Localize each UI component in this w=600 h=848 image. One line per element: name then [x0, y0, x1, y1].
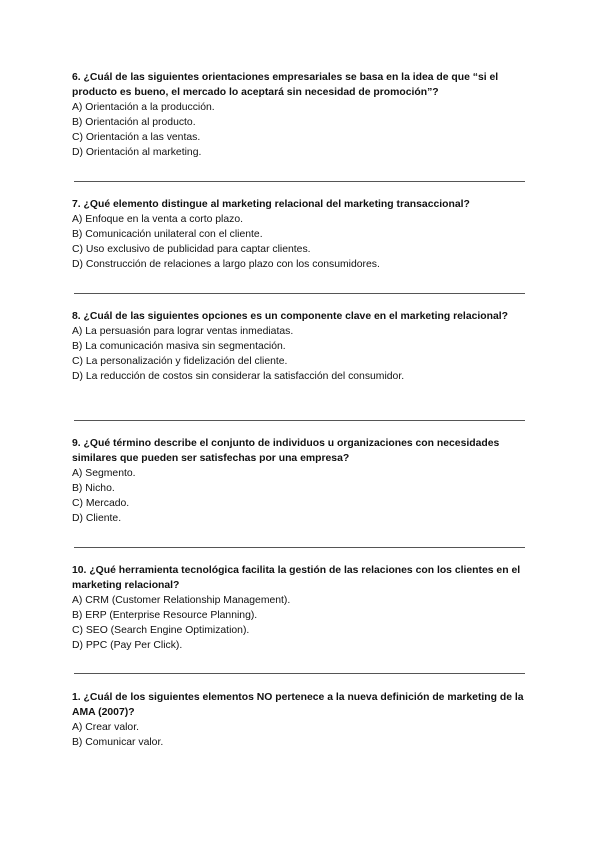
- option-d: D) PPC (Pay Per Click).: [72, 640, 183, 651]
- option-c: C) La personalización y fidelización del cliente.: [72, 356, 288, 367]
- option-b: B) Nicho.: [72, 483, 115, 494]
- options-list: [72, 720, 528, 750]
- question-text: 8. ¿Cuál de las siguientes opciones es un componente clave en el marketing relacional?: [72, 311, 508, 322]
- option-d: D) Cliente.: [72, 513, 122, 524]
- option-a: A) Enfoque en la venta a corto plazo.: [72, 214, 243, 225]
- options-list: [72, 324, 528, 384]
- option-c: C) Mercado.: [72, 498, 130, 509]
- option-b: B) Orientación al producto.: [72, 117, 196, 128]
- option-b: B) Comunicar valor.: [72, 737, 164, 748]
- separator-line: [74, 420, 525, 421]
- option-c: C) SEO (Search Engine Optimization).: [72, 625, 250, 636]
- question-text: 6. ¿Cuál de las siguientes orientaciones empresariales se basa en la idea de que “si el producto es bueno, el mercado lo aceptará sin necesidad de promoción”?: [72, 72, 499, 98]
- question-text: 9. ¿Qué término describe el conjunto de individuos u organizaciones con necesidades similares que pueden ser satisfechas por una empresa?: [72, 438, 500, 464]
- separator-line: [74, 293, 525, 294]
- option-a: A) Segmento.: [72, 468, 136, 479]
- question-block-9: [72, 436, 528, 526]
- question-block-8: [72, 309, 528, 384]
- option-b: B) ERP (Enterprise Resource Planning).: [72, 610, 258, 621]
- options-list: [72, 100, 528, 160]
- option-d: D) Orientación al marketing.: [72, 147, 202, 158]
- option-b: B) Comunicación unilateral con el cliente.: [72, 229, 263, 240]
- option-c: C) Orientación a las ventas.: [72, 132, 201, 143]
- option-d: D) Construcción de relaciones a largo plazo con los consumidores.: [72, 259, 380, 270]
- question-block-7: [72, 197, 528, 272]
- option-a: A) La persuasión para lograr ventas inmediatas.: [72, 326, 294, 337]
- question-text: 1. ¿Cuál de los siguientes elementos NO pertenece a la nueva definición de marketing de la AMA (2007)?: [72, 692, 524, 718]
- option-a: A) Crear valor.: [72, 722, 139, 733]
- question-block-10: [72, 563, 528, 653]
- separator-line: [74, 673, 525, 674]
- option-a: A) CRM (Customer Relationship Management).: [72, 595, 291, 606]
- question-text: 7. ¿Qué elemento distingue al marketing relacional del marketing transaccional?: [72, 199, 470, 210]
- question-text: 10. ¿Qué herramienta tecnológica facilita la gestión de las relaciones con los clientes en el marketing relacional?: [72, 565, 521, 591]
- question-block-6: [72, 70, 528, 160]
- option-c: C) Uso exclusivo de publicidad para captar clientes.: [72, 244, 311, 255]
- option-a: A) Orientación a la producción.: [72, 102, 215, 113]
- separator-line: [74, 181, 525, 182]
- options-list: [72, 593, 528, 653]
- options-list: [72, 212, 528, 272]
- option-b: B) La comunicación masiva sin segmentación.: [72, 341, 286, 352]
- separator-line: [74, 547, 525, 548]
- options-list: [72, 466, 528, 526]
- option-d: D) La reducción de costos sin considerar la satisfacción del consumidor.: [72, 371, 405, 382]
- question-block-1: [72, 690, 528, 750]
